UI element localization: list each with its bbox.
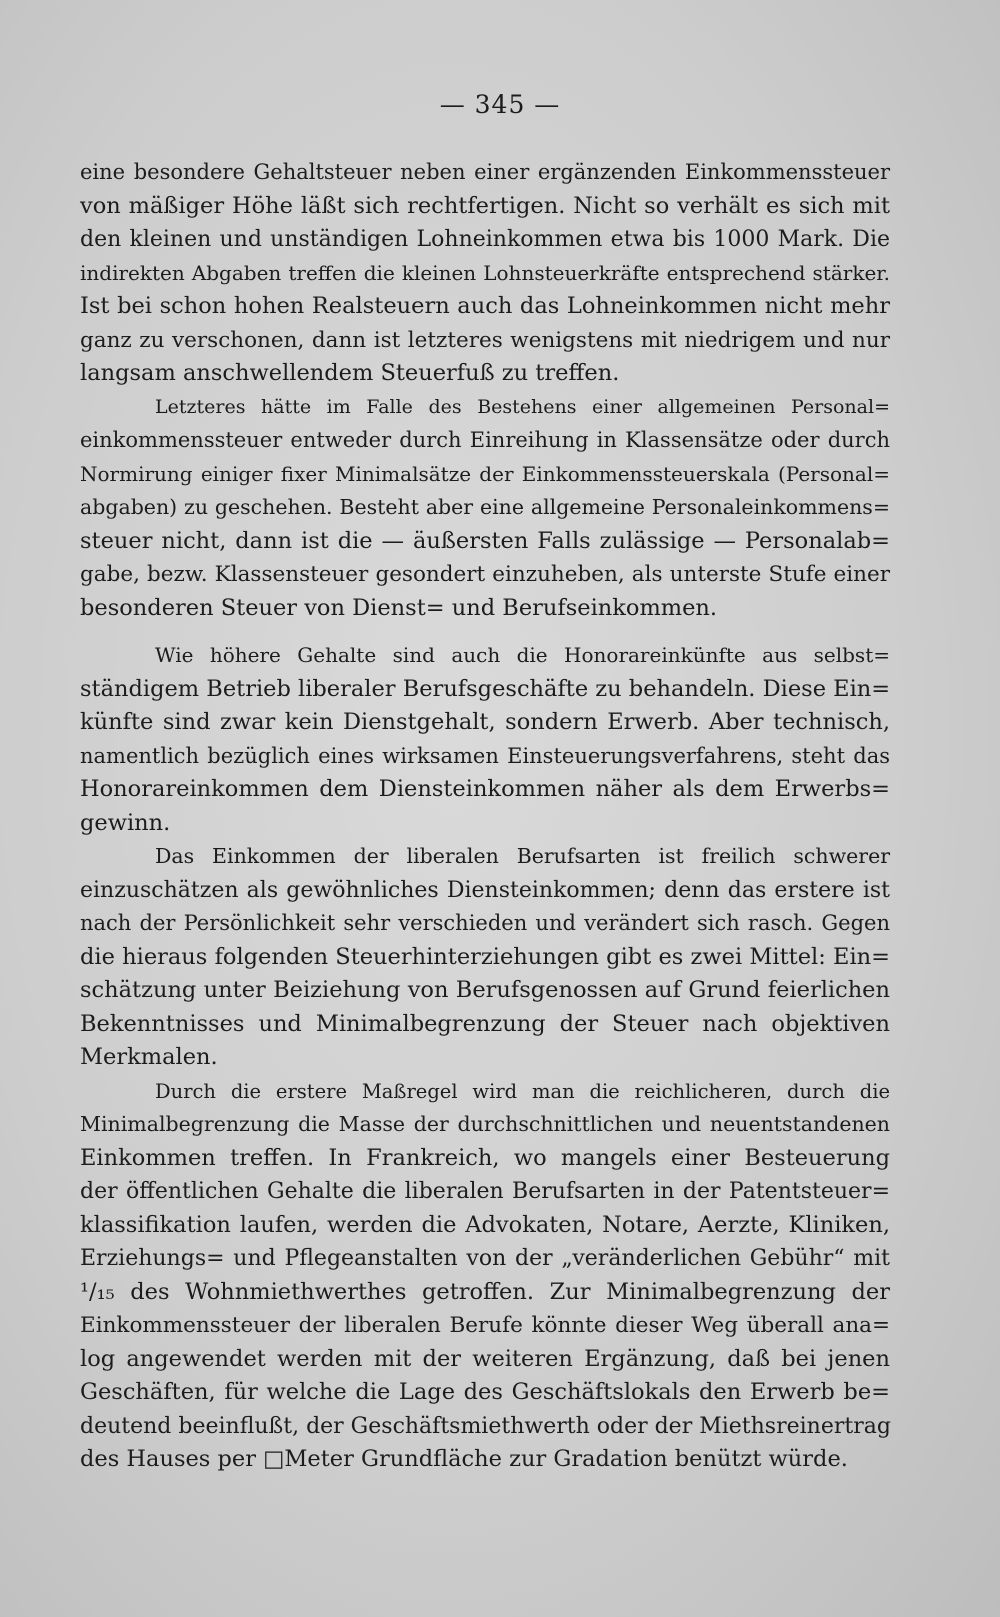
text-line: ¹/₁₅ des Wohnmiethwerthes getroffen. Zur Minimalbegrenzung der (80, 1278, 890, 1305)
text-line: des Hauses per □Meter Grundfläche zur Gradation benützt würde. (80, 1446, 848, 1472)
text-line: Erziehungs= und Pflegeanstalten von der „veränderlichen Gebühr“ mit (80, 1246, 890, 1271)
text-line: ganz zu verschonen, dann ist letzteres wenigstens mit niedrigem und nur (80, 327, 890, 353)
text-line: deutend beeinflußt, der Geschäftsmiethwerth oder der Miethsreinertrag (80, 1413, 891, 1439)
text-line: eine besondere Gehaltsteuer neben einer ergänzenden Einkommenssteuer (80, 160, 890, 184)
text-line: gewinn. (80, 809, 171, 836)
text-line: einkommenssteuer entweder durch Einreihung in Klassensätze oder durch (80, 428, 890, 452)
text-line: Durch die erstere Maßregel wird man die reichlicheren, durch die (155, 1079, 890, 1103)
paragraph (80, 156, 890, 391)
text-line: Einkommen treffen. In Frankreich, wo mangels einer Besteuerung (80, 1144, 890, 1171)
page-number: — 345 — (439, 90, 561, 119)
text-line: klassifikation laufen, werden die Advokaten, Notare, Aerzte, Kliniken, (80, 1211, 890, 1238)
text-line: Geschäften, für welche die Lage des Geschäftslokals den Erwerb be= (80, 1379, 890, 1405)
text-line: Letzteres hätte im Falle des Bestehens einer allgemeinen Personal= (155, 395, 890, 418)
paragraph (80, 391, 890, 626)
text-line: den kleinen und unständigen Lohneinkommen etwa bis 1000 Mark. Die (80, 227, 890, 252)
text-line: namentlich bezüglich eines wirksamen Einsteuerungsverfahrens, steht das (80, 743, 890, 768)
text-line: indirekten Abgaben treffen die kleinen Lohnsteuerkräfte entsprechend stärker. (80, 260, 890, 285)
text-line: Bekenntnisses und Minimalbegrenzung der Steuer nach objektiven (80, 1010, 890, 1037)
paragraph-gap (80, 625, 890, 639)
text-line: abgaben) zu geschehen. Besteht aber eine allgemeine Personaleinkommens= (80, 495, 890, 519)
paragraph (80, 639, 890, 840)
text-line: steuer nicht, dann ist die — äußersten Falls zulässige — Personalab= (80, 527, 890, 554)
text-line: langsam anschwellendem Steuerfuß zu treffen. (80, 360, 620, 386)
text-line: der öffentlichen Gehalte die liberalen Berufsarten in der Patentsteuer= (80, 1179, 890, 1204)
text-line: Honorareinkommen dem Diensteinkommen näher als dem Erwerbs= (80, 776, 890, 802)
paragraph (80, 1075, 890, 1477)
text-line: von mäßiger Höhe läßt sich rechtfertigen. Nicht so verhält es sich mit (80, 192, 890, 219)
text-line: ständigem Betrieb liberaler Berufsgeschäfte zu behandeln. Diese Ein= (80, 675, 891, 702)
text-line: einzuschätzen als gewöhnliches Diensteinkommen; denn das erstere ist (80, 877, 890, 903)
text-line: Wie höhere Gehalte sind auch die Honorareinkünfte aus selbst= (155, 643, 890, 667)
text-line: Einkommenssteuer der liberalen Berufe könnte dieser Weg überall ana= (80, 1313, 890, 1338)
text-line: die hieraus folgenden Steuerhinterziehungen gibt es zwei Mittel: Ein= (80, 943, 890, 970)
body-text (80, 156, 890, 1477)
text-line: besonderen Steuer von Dienst= und Berufseinkommen. (80, 594, 718, 621)
paragraph (80, 840, 890, 1075)
text-line: künfte sind zwar kein Dienstgehalt, sondern Erwerb. Aber technisch, (80, 709, 890, 735)
text-line: gabe, bezw. Klassensteuer gesondert einzuheben, als unterste Stufe einer (80, 562, 890, 587)
text-line: Das Einkommen der liberalen Berufsarten ist freilich schwerer (155, 844, 890, 868)
text-line: Normirung einiger fixer Minimalsätze der Einkommenssteuerskala (Personal= (80, 461, 890, 486)
text-line: schätzung unter Beiziehung von Berufsgenossen auf Grund feierlichen (80, 977, 890, 1003)
text-line: Minimalbegrenzung die Masse der durchschnittlichen und neuentstandenen (80, 1112, 890, 1136)
text-line: Merkmalen. (80, 1044, 218, 1070)
text-line: log angewendet werden mit der weiteren Ergänzung, daß bei jenen (80, 1345, 890, 1372)
text-line: nach der Persönlichkeit sehr verschieden und verändert sich rasch. Gegen (80, 911, 890, 935)
text-line: Ist bei schon hohen Realsteuern auch das Lohneinkommen nicht mehr (80, 293, 890, 319)
